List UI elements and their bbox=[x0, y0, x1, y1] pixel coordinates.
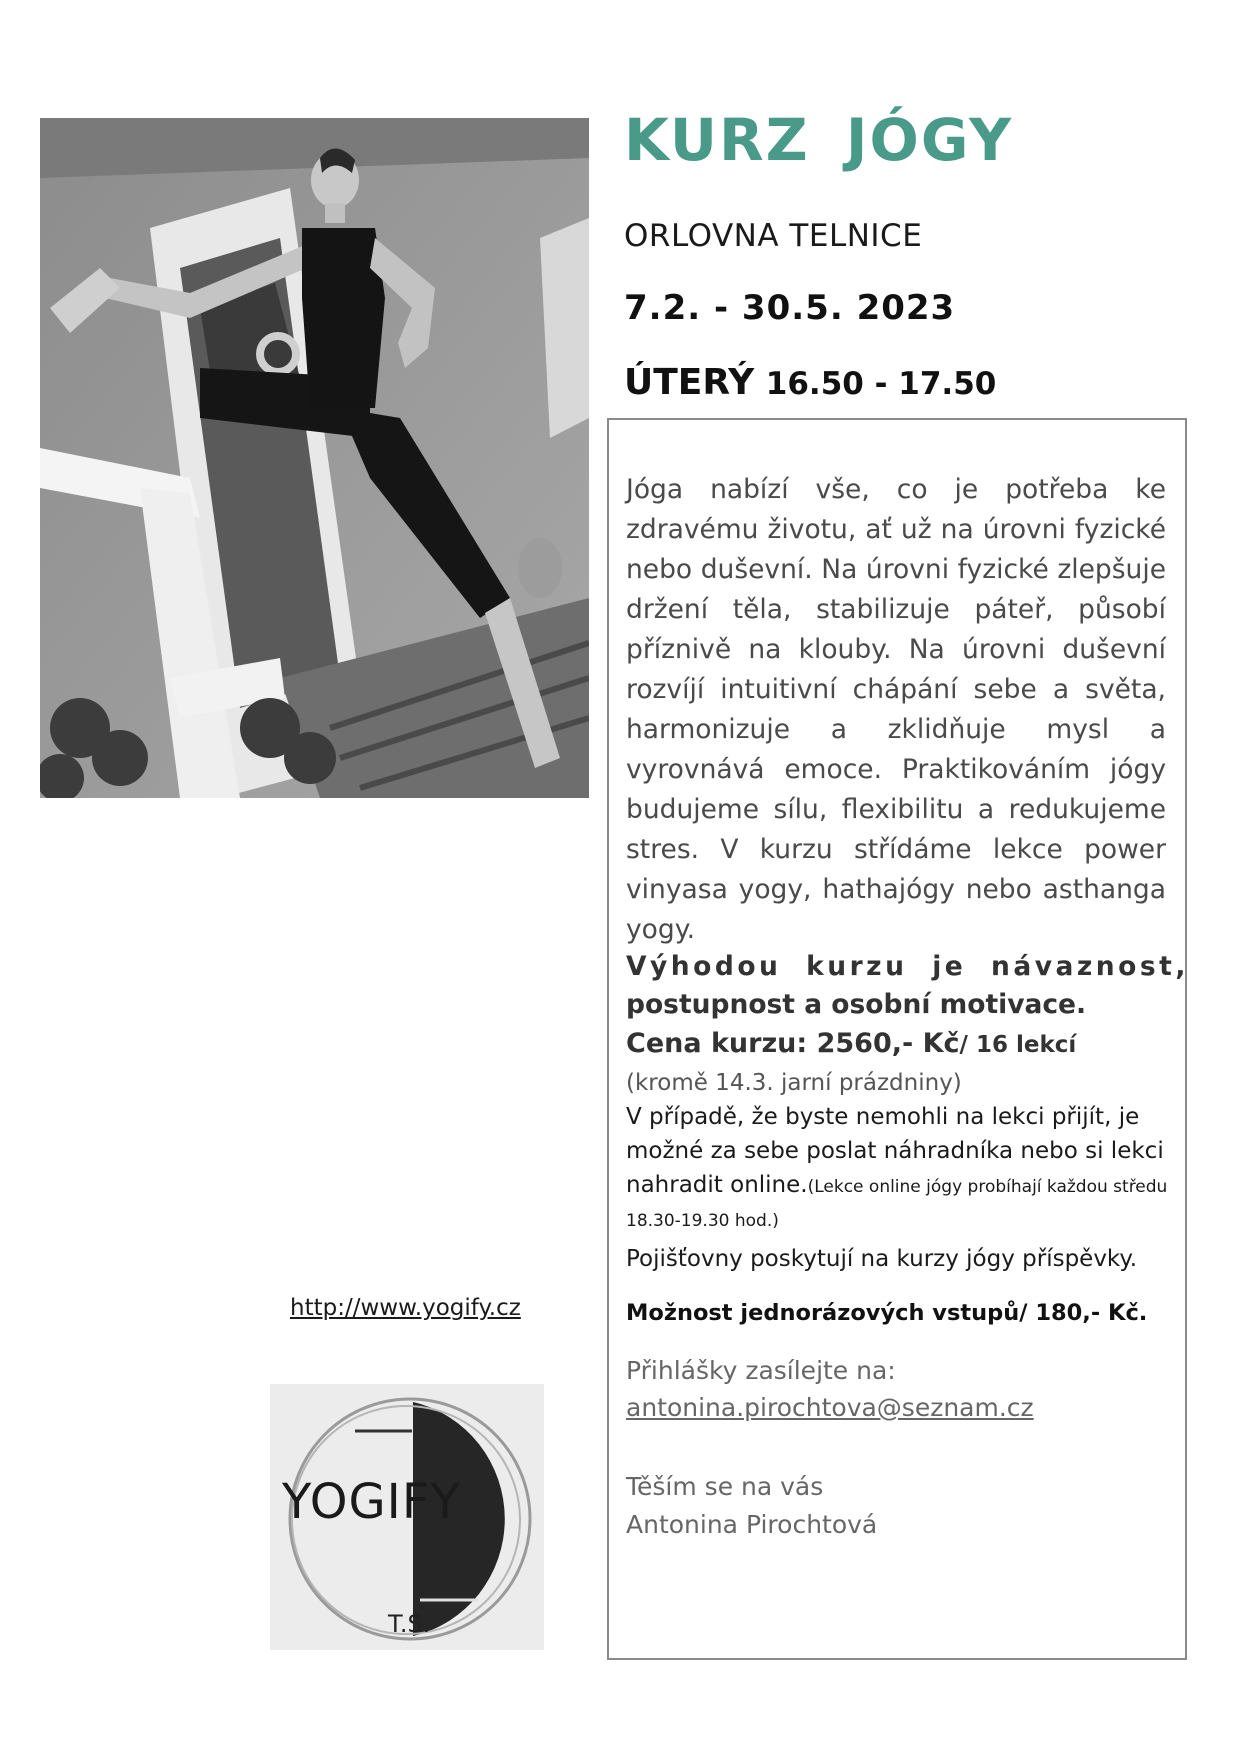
yoga-photo bbox=[40, 118, 589, 798]
yogify-logo bbox=[270, 1384, 544, 1650]
course-time: 16.50 - 17.50 bbox=[765, 366, 997, 402]
course-schedule bbox=[624, 362, 996, 403]
advantage-line-1: Výhodou kurzu je návaznost, bbox=[626, 951, 1189, 982]
course-day: ÚTERÝ bbox=[624, 362, 755, 403]
price-main: Cena kurzu: 2560,- Kč bbox=[626, 1028, 960, 1059]
venue-label: ORLOVNA TELNICE bbox=[624, 218, 923, 254]
course-advantage bbox=[626, 948, 1189, 1024]
signature: Antonina Pirochtová bbox=[626, 1510, 878, 1539]
price-exception: (kromě 14.3. jarní prázdniny) bbox=[626, 1070, 962, 1096]
price-lessons: / 16 lekcí bbox=[959, 1032, 1077, 1058]
advantage-line-2: postupnost a osobní motivace. bbox=[626, 989, 1087, 1020]
apply-label: Přihlášky zasílejte na: bbox=[626, 1356, 896, 1385]
contact-email-link[interactable]: antonina.pirochtova@seznam.cz bbox=[626, 1393, 1034, 1422]
website-link[interactable]: http://www.yogify.cz bbox=[290, 1295, 521, 1321]
page-title: KURZ JÓGY bbox=[624, 106, 1014, 174]
replacement-info bbox=[626, 1100, 1176, 1236]
course-description: Jóga nabízí vše, co je potřeba ke zdravému životu, ať už na úrovni fyzické nebo duševní. Na úrovni fyzické zlepšuje držení těla, stabilizuje páteř, působí příznivě na klouby. Na úrovni duševní rozvíjí intuitivní chápání sebe a světa, harmonizuje a zklidňuje mysl a vyrovnává emoce. Praktikováním jógy budujeme sílu, flexibilitu a redukujeme stres. V kurzu střídáme lekce power vinyasa yogy, hathajógy nebo asthanga yogy. bbox=[626, 474, 1166, 945]
course-price bbox=[626, 1028, 1076, 1059]
online-note: (Lekce online jógy probíhají každou středu 18.30-19.30 hod.) bbox=[626, 1177, 1168, 1231]
greeting: Těším se na vás bbox=[626, 1472, 824, 1501]
logo-text: YOGIFY bbox=[282, 1474, 461, 1530]
yoga-pose-photo-icon bbox=[40, 118, 589, 798]
logo-initials: T.S. bbox=[388, 1610, 431, 1638]
single-entry-info: Možnost jednorázových vstupů/ 180,- Kč. bbox=[626, 1300, 1148, 1326]
course-dates: 7.2. - 30.5. 2023 bbox=[624, 288, 956, 328]
insurance-info: Pojišťovny poskytují na kurzy jógy příspěvky. bbox=[626, 1246, 1138, 1272]
replacement-text: V případě, že byste nemohli na lekci přijít, je možné za sebe poslat náhradníka nebo si lekci nahradit online. bbox=[626, 1104, 1164, 1198]
